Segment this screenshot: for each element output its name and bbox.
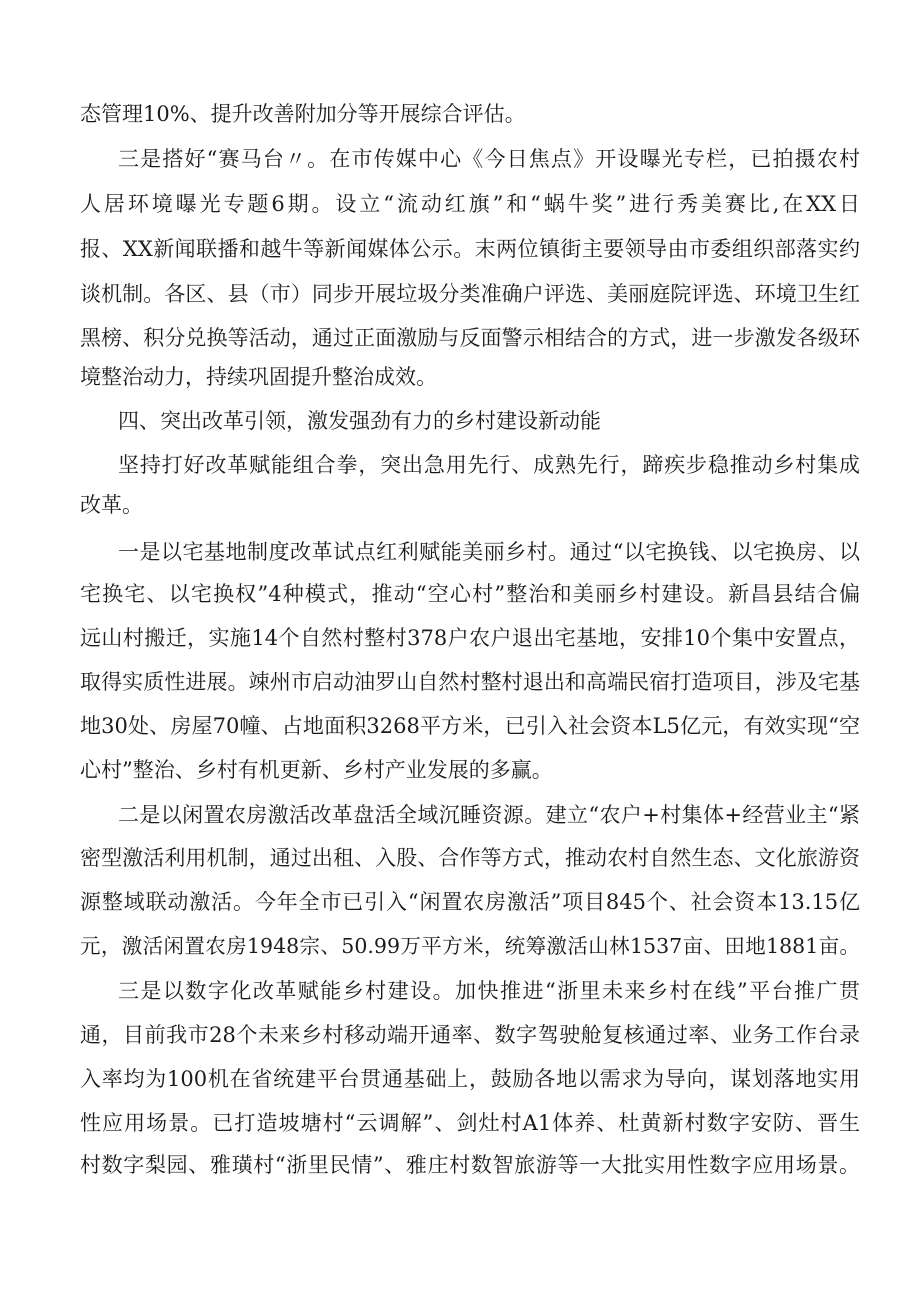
text-line: 密型激活利用机制，通过出租、入股、合作等方式，推动农村自然生态、文化旅游资 <box>80 846 860 870</box>
text-line: 心村”整治、乡村有机更新、乡村产业发展的多赢。 <box>80 758 553 782</box>
text-line: 三是以数字化改革赋能乡村建设。加快推进“浙里未来乡村在线”平台推广贯 <box>118 979 860 1003</box>
text-line: 元，激活闲置农房1948宗、50.99万平方米，统筹激活山林1537亩、田地1881亩。 <box>80 934 860 958</box>
text-line: 通，目前我市28个未来乡村移动端开通率、数字驾驶舱复核通过率、业务工作台录 <box>80 1023 860 1047</box>
text-line: 境整治动力，持续巩固提升整治成效。 <box>80 365 437 389</box>
text-line: 报、XX新闻联播和越牛等新闻媒体公示。末两位镇街主要领导由市委组织部落实约 <box>80 237 860 261</box>
text-line: 源整域联动激活。今年全市已引入“闲置农房激活”项目845个、社会资本13.15亿 <box>80 890 860 914</box>
text-line: 谈机制。各区、县（市）同步开展垃圾分类准确户评选、美丽庭院评选、环境卫生红 <box>80 282 860 306</box>
text-line: 地30处、房屋70幢、占地面积3268平方米，已引入社会资本L5亿元，有效实现“空 <box>80 714 860 738</box>
text-line: 取得实质性进展。竦州市启动油罗山自然村整村退出和高端民宿打造项目，涉及宅基 <box>80 670 860 694</box>
text-line: 二是以闲置农房激活改革盘活全域沉睡资源。建立“农户+村集体+经营业主“紧 <box>118 803 860 827</box>
text-line: 一是以宅基地制度改革试点红利赋能美丽乡村。通过“以宅换钱、以宅换房、以 <box>118 540 860 564</box>
text-line: 三是搭好“赛马台〃。在市传媒中心《今日焦点》开设曝光专栏，已拍摄农村 <box>118 147 860 171</box>
text-line: 改革。 <box>80 493 143 517</box>
text-line: 坚持打好改革赋能组合拳，突出急用先行、成熟先行，蹄疾步稳推动乡村集成 <box>118 453 860 477</box>
section-heading: 四、突出改革引领，激发强劲有力的乡村建设新动能 <box>118 409 601 433</box>
text-line: 宅换宅、以宅换权”4种模式，推动“空心村”整治和美丽乡村建设。新昌县结合偏 <box>80 582 860 606</box>
text-line: 远山村搬迁，实施14个自然村整村378户农户退出宅基地，安排10个集中安置点， <box>80 626 860 650</box>
text-line: 黑榜、积分兑换等活动，通过正面激励与反面警示相结合的方式，进一步激发各级环 <box>80 326 860 350</box>
text-line: 入率均为100机在省统建平台贯通基础上，鼓励各地以需求为导向，谋划落地实用 <box>80 1067 860 1091</box>
text-line: 村数字梨园、雅璜村“浙里民情”、雅庄村数智旅游等一大批实用性数字应用场景。 <box>80 1153 860 1177</box>
text-line: 态管理10%、提升改善附加分等开展综合评估。 <box>80 102 526 126</box>
text-line: 性应用场景。已打造坡塘村“云调解”、剑灶村A1体养、杜黄新村数字安防、晋生 <box>80 1111 860 1135</box>
text-line: 人居环境曝光专题6期。设立“流动红旗”和“蜗牛奖”进行秀美赛比,在XX日 <box>80 192 860 216</box>
